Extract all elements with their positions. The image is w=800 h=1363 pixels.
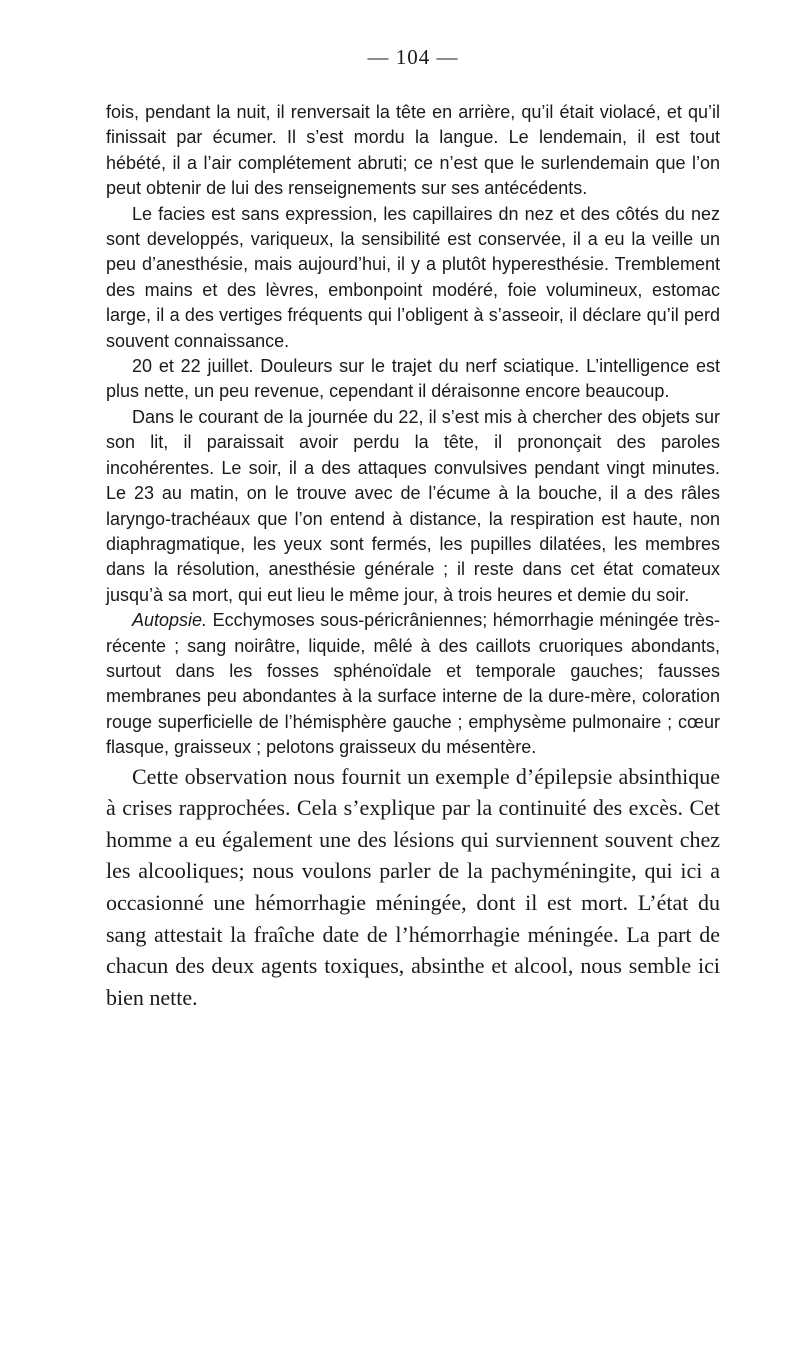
page-number: — 104 — [367,45,459,69]
paragraph-july-20-22: 20 et 22 juillet. Douleurs sur le trajet du nerf sciatique. L’intelligence est plus nette, un peu revenue, cependant il déraisonne encore beaucoup. [106,356,720,402]
paragraph-july-22-23: Dans le courant de la journée du 22, il s’est mis à chercher des objets sur son lit, il paraissait avoir perdu la tête, il prononçait des paroles incohérentes. Le soir, il a des attaques convulsives pendant vingt minutes. Le 23 au matin, on le trouve avec de l’écume à la bouche, il a des râles laryngo-trachéaux que l’on entend à distance, la respiration est haute, non diaphragmatique, les yeux sont fermés, les pupilles dilatées, les membres dans la résolution, anesthésie générale ; il reste dans cet état comateux jusqu’à sa mort, qui eut lieu le même jour, à trois heures et demie du soir. [106,406,720,605]
paragraph-conclusion: Cette observation nous fournit un exemple d’épilepsie absinthique à crises rapprochées. Cela s’explique par la continuité des excès. Cet homme a eu également une des lésions qui surviennent souvent chez les alcooliques; nous voulons parler de la pachyméningite, qui ici a occasionné une hémorrhagie méningée, dont il est mort. L’état du sang attestait la fraîche date de l’hémorrhagie méningée. La part de chacun des deux agents toxiques, absinthe et alcool, nous semble ici bien nette. [106,763,720,1010]
paragraph-continuation: fois, pendant la nuit, il renversait la tête en arrière, qu’il était violacé, et qu’il finissait par écumer. Il s’est mordu la langue. Le lendemain, il est tout hébété, il a l’air complétement abruti; ce n’est que le surlendemain que l’on peut obtenir de lui des renseignements sur ses antécédents. [106,102,720,199]
autopsy-label: Autopsie. [132,610,208,631]
autopsy-text: Ecchymoses sous-péricrâniennes; hémorrhagie méningée très-récente ; sang noirâtre, liquide, mêlé à des caillots cruoriques abondants, surtout dans les fosses sphénoïdale et temporale gauches; fausses membranes peu abondantes à la surface interne de la dure-mère, coloration rouge superficielle de l’hémisphère gauche ; emphysème pulmonaire ; cœur flasque, graisseux ; pelotons graisseux du mésentère. [106,610,720,758]
document-page [106,40,720,1013]
paragraph-autopsy [106,608,720,760]
observation-text [106,100,720,761]
paragraph-facies: Le facies est sans expression, les capillaires dn nez et des côtés du nez sont developpés, variqueux, la sensibilité est conservée, il a eu la veille un peu d’anesthésie, mais aujourd’hui, il y a plutôt hyperesthésie. Tremblement des mains et des lèvres, embonpoint modéré, foie volumineux, estomac large, il a des vertiges fréquents qui l’obligent à s’asseoir, il déclare qu’il perd souvent connaissance. [106,203,720,351]
